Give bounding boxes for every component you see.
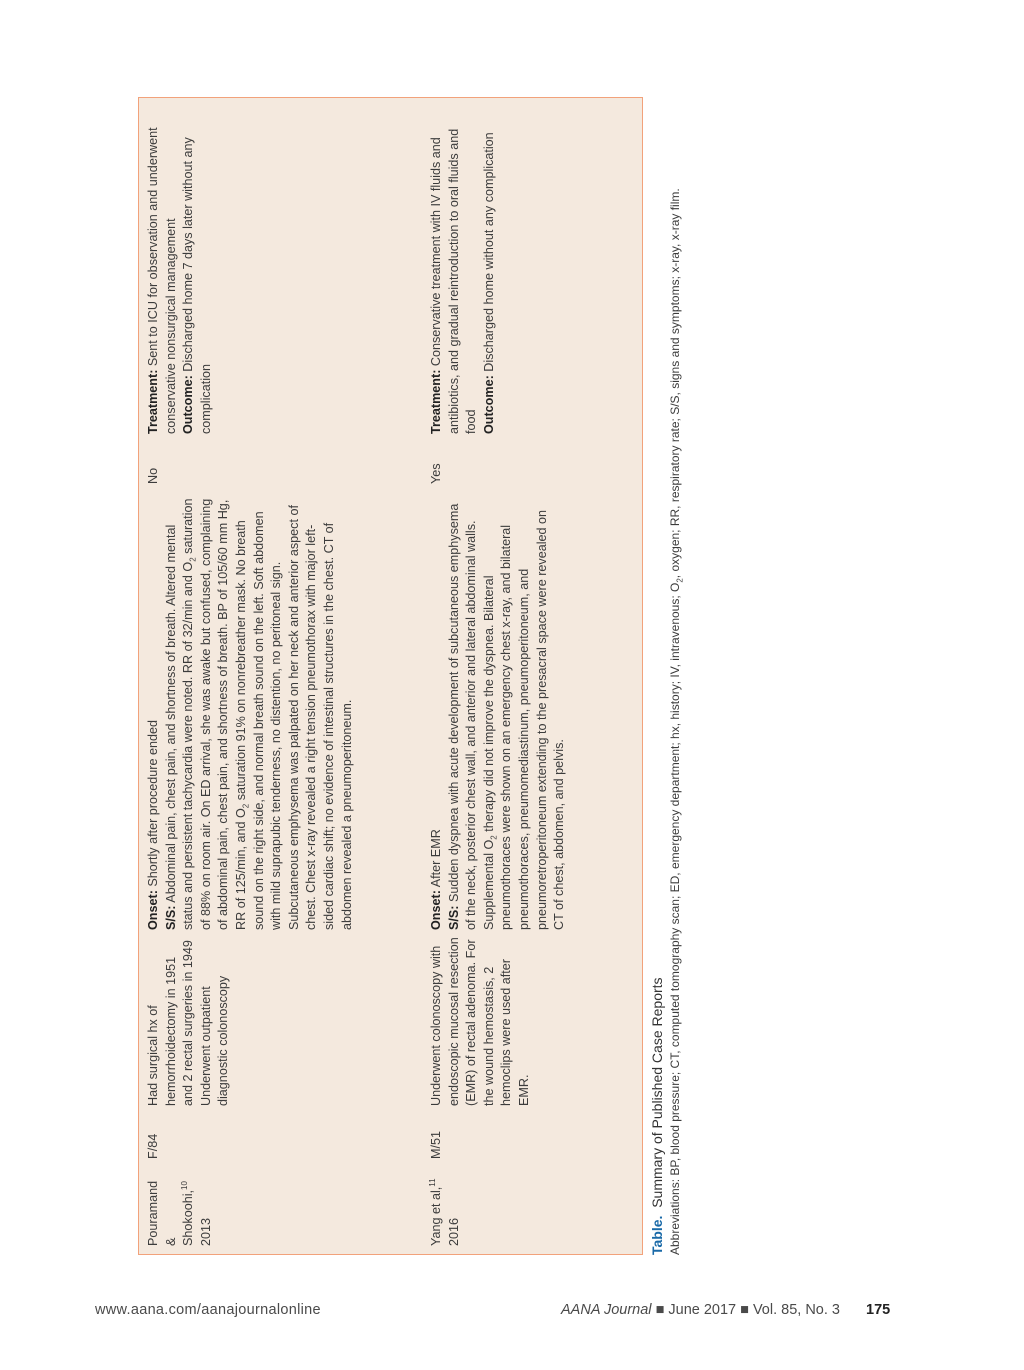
study-year: 2016 [446,1217,461,1246]
abbreviations-text: Abbreviations: BP, blood pressure; CT, computed tomography scan; ED, emergency department; hx, history; IV, intravenous; O [668,582,682,1255]
page-number: 175 [866,1302,891,1318]
volume-number: Vol. 85, No. 3 [752,1302,840,1318]
signs-symptoms-text: therapy did not improve the dyspnea. Bilateral pneumothoraces were shown on an emergency chest x-ray, and bilateral pneumothoraces, pneumomediastinum, pneumoperitoneum, and pneumoretroperitoneum extending to the presacral space were revealed on CT of chest, abdomen, and pelvis. [481,509,567,930]
caption-label: Table. [649,1215,665,1255]
issue-date: June 2017 [668,1302,737,1318]
study-reference: 10 [180,1181,189,1190]
treatment-outcome-cell [145,102,215,434]
onset-label: Onset: [146,890,160,930]
signs-symptoms-text: Abdominal pain, chest pain, and shortness of breath. Altered mental status and persistent tachycardia were noted. RR of 32/min and O [163,524,196,930]
outcome-label: Outcome: [481,375,496,434]
history-cell: Had surgical hx of hemorrhoidectomy in 1951 and 2 rectal surgeries in 1949 Underwent outpatient diagnostic colonoscopy [146,940,231,1106]
journal-name: AANA Journal [561,1302,652,1318]
study-author: Yang et al, [429,1186,443,1246]
onset-label: Onset: [429,890,443,930]
study-year: 2013 [198,1217,213,1246]
onset-text: After EMR [429,829,443,888]
caption-abbreviations [667,95,684,1255]
treatment-text: Sent to ICU for observation and underwent conservative nonsurgical management [146,127,178,434]
treatment-label: Treatment: [429,369,443,434]
journal-citation [561,1302,890,1318]
outcome-text: Discharged home without any complication [481,132,496,372]
event-cell [145,498,356,930]
separator-icon: ■ [740,1302,749,1318]
study-cell [428,1176,463,1246]
sex-age-cell: M/51 [429,1131,443,1159]
signs-symptoms-text: Sudden dyspnea with acute development of subcutaneous emphysema of the neck, posterior chest wall, and anterior and lateral abdominal walls. Supplemental O [446,503,496,930]
subscript: 2 [489,835,499,840]
caption-title-text: Summary of Published Case Reports [649,977,665,1208]
separator-icon: ■ [655,1302,665,1318]
onset-text: Shortly after procedure ended [146,719,160,887]
journal-url: www.aana.com/aanajournalonline [95,1302,321,1318]
outcome-label: Outcome: [181,375,196,434]
treatment-outcome-cell [428,102,498,434]
signs-symptoms-text: saturation 91% on nonrebreather mask. No breath sound on the right side, and normal breath sound on the left. Soft abdomen with mild suprapubic tenderness, no distention, no peritoneal sign. Subcutaneous emphysema was palpated on her neck and anterior aspect of chest. Chest x-ray revealed a right tension pneumothorax with major left-sided cardiac shift; no evidence of intestinal structures in the chest. CT of abdomen revealed a pneumoperitoneum. [233,505,354,930]
study-reference: 11 [427,1178,437,1187]
table-caption [649,95,684,1255]
signs-symptoms-text: saturation of 88% on room air. On ED arrival, she was awake but confused, complaining of abdominal pain, chest pain, and shortness of breath. BP of 105/60 mm Hg, RR of 125/min, and O [181,498,248,930]
treatment-text: Conservative treatment with IV fluids and antibiotics, and gradual reintroduction to oral fluids and food [429,128,479,434]
treatment-label: Treatment: [146,369,160,434]
intervention-cell: No [146,467,160,484]
signs-symptoms-label: S/S: [446,905,461,930]
study-author: Pouramand & Shokoohi, [146,1180,196,1246]
outcome-text: Discharged home 7 days later without any complication [181,137,213,434]
subscript: 2 [241,803,251,809]
case-report-table [138,97,643,1255]
table-row [139,98,422,1254]
sex-age-cell: F/84 [146,1133,160,1159]
subscript: 2 [675,578,685,583]
intervention-cell: Yes [429,463,443,484]
study-cell [145,1176,215,1246]
subscript: 2 [188,557,198,562]
event-cell [428,498,569,930]
signs-symptoms-label: S/S: [163,905,178,930]
abbreviations-text: , oxygen; RR, respiratory rate; S/S, signs and symptoms; x-ray, x-ray film. [668,188,682,579]
history-cell: Underwent colonoscopy with endoscopic mucosal resection (EMR) of rectal adenoma. For the wound hemostasis, 2 hemoclips were used after EMR. [429,937,531,1106]
landscape-table-block [138,95,685,1255]
table-row [422,98,642,1254]
caption-title [649,95,666,1255]
